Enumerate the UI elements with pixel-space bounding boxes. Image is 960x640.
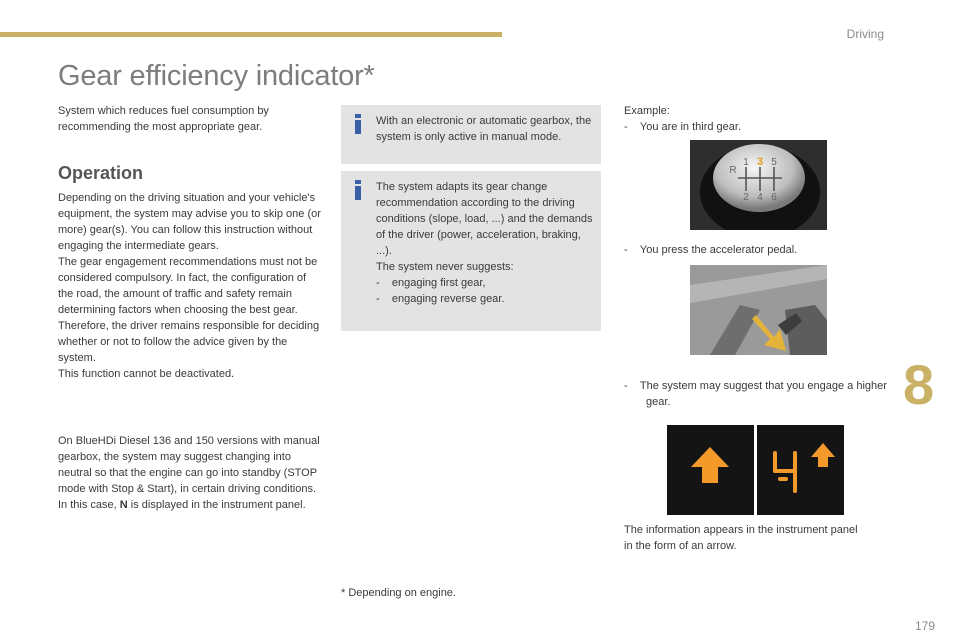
info-icon xyxy=(352,114,364,134)
operation-paragraph: Depending on the driving situation and your vehicle's equipment, the system may advise you to skip one (or more) gear(s). You can follow this instruction without engaging the intermediate gears. xyxy=(58,192,321,252)
example-label: Example: xyxy=(624,105,670,117)
gear-label: 4 xyxy=(757,192,763,203)
accelerator-pedal-image xyxy=(690,265,827,355)
operation-body xyxy=(58,190,323,382)
example-step-3: - The system may suggest that you engage a higher gear. xyxy=(624,380,887,408)
info-icon xyxy=(352,180,364,200)
page-title: Gear efficiency indicator* xyxy=(58,60,375,92)
gear-label: 5 xyxy=(771,157,777,168)
operation-paragraph: The gear engagement recommendations must not be considered compulsory. In fact, the configuration of the road, the amount of traffic and safety remain determining factors when choosing the best gear. Therefore, the driver remains responsible for deciding whether or not to follow the advice given by the system. xyxy=(58,256,320,364)
up-arrow-icon xyxy=(667,425,754,515)
chapter-number: 8 xyxy=(903,353,935,416)
gear-label: R xyxy=(729,165,737,176)
instrument-panel-arrow-only xyxy=(667,425,754,515)
up-arrow-icon xyxy=(811,443,835,467)
list-item: - engaging first gear, xyxy=(376,277,486,289)
instrument-panel-gear-arrow xyxy=(757,425,844,515)
gear-label: 2 xyxy=(743,192,749,203)
gear-knob-image xyxy=(690,140,827,230)
bluehdi-paragraph: On BlueHDi Diesel 136 and 150 versions with manual gearbox, the system may suggest changing into neutral so that the engine can go into standby (STOP mode with Stop & Start), in certain driving conditions. In this case, N is displayed in the instrument panel. xyxy=(58,435,320,511)
info-box-manual-mode xyxy=(341,105,601,164)
gear-digit-segments xyxy=(775,453,795,491)
example-conclusion: The information appears in the instrument panel in the form of an arrow. xyxy=(624,524,858,552)
operation-heading: Operation xyxy=(58,163,144,183)
operation-paragraph: This function cannot be deactivated. xyxy=(58,368,235,380)
example-step-1: - You are in third gear. xyxy=(624,121,741,133)
info-box-text: With an electronic or automatic gearbox, the system is only active in manual mode. xyxy=(376,115,592,143)
footnote: * Depending on engine. xyxy=(341,587,456,599)
neutral-symbol: N xyxy=(119,499,128,511)
page-number: 179 xyxy=(915,619,936,633)
intro-text: System which reduces fuel consumption by recommending the most appropriate gear. xyxy=(58,105,269,133)
example-step-2: - You press the accelerator pedal. xyxy=(624,244,798,256)
gear-label: 6 xyxy=(771,192,777,203)
info-box-text: The system adapts its gear change recommendation according to the driving conditions (slope, load, ...) and the demands of the driver (power, acceleration, braking, ...). The system never suggests: - engaging first gear, - engaging reverse gear. xyxy=(376,179,596,307)
gear-label-highlighted: 3 xyxy=(756,156,764,168)
section-title: Driving xyxy=(846,27,884,41)
list-item: - engaging reverse gear. xyxy=(376,293,505,305)
gear-label: 1 xyxy=(743,157,749,168)
info-box-adaptation xyxy=(341,171,601,331)
header-accent-bar xyxy=(0,32,502,37)
